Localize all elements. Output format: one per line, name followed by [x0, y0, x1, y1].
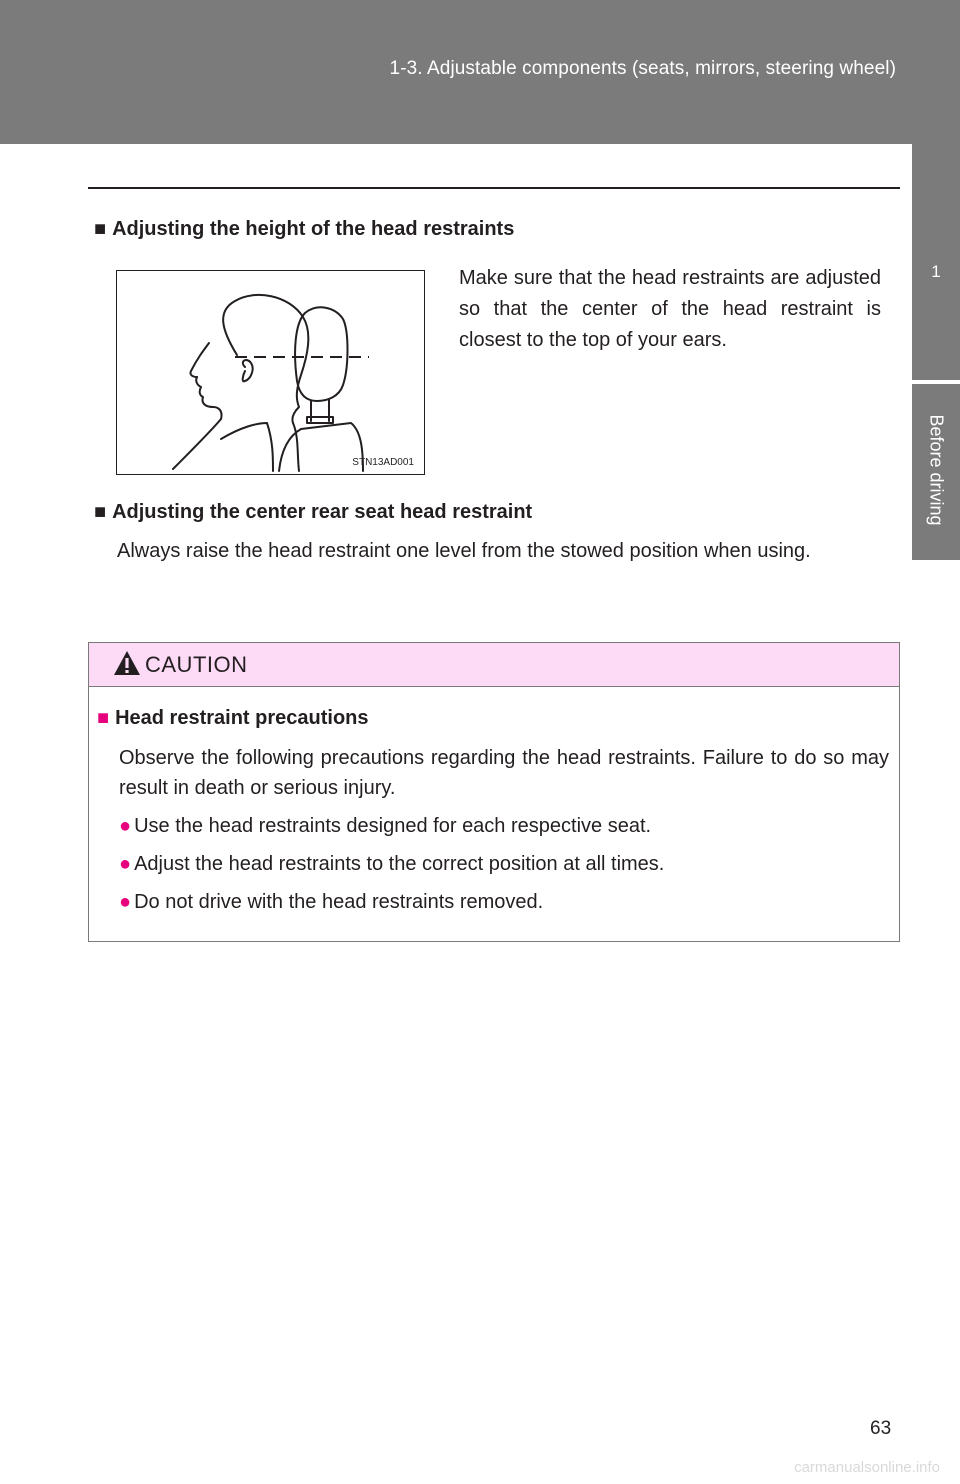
header-rule: [88, 187, 900, 189]
caution-list-item: [119, 815, 651, 838]
section-heading-height: [94, 218, 514, 241]
caution-list-item: [119, 891, 543, 914]
caution-header: [89, 643, 899, 687]
watermark: carmanualsonline.info: [794, 1459, 940, 1476]
caution-item-text: Use the head restraints designed for each respective seat.: [134, 815, 652, 837]
height-instructions: Make sure that the head restraints are adjusted so that the center of the head restraint is closest to the top of your ears.: [459, 267, 881, 351]
caution-item-text: Do not drive with the head restraints removed.: [134, 891, 544, 913]
page-number: 63: [870, 1418, 892, 1439]
heading-bullet: ■: [94, 218, 107, 240]
figure-code: STN13AD001: [352, 457, 414, 468]
caution-text: Observe the following precautions regarding the head restraints. Failure to do so may result in death or serious injury.: [119, 747, 889, 799]
caution-list-item: [119, 853, 664, 876]
caution-item-text: Adjust the head restraints to the correct position at all times.: [134, 853, 665, 875]
chapter-number: 1: [931, 262, 941, 281]
warning-triangle-icon: [113, 649, 141, 677]
caution-title: CAUTION: [145, 652, 248, 677]
heading-bullet: ■: [94, 501, 107, 523]
center-restraint-instructions: Always raise the head restraint one level from the stowed position when using.: [117, 540, 811, 562]
bullet-dot-icon: ●: [119, 891, 132, 913]
header-title: 1-3. Adjustable components (seats, mirrors, steering wheel): [389, 58, 896, 79]
head-profile-illustration: [117, 271, 424, 474]
caution-heading-bullet: ■: [97, 707, 110, 729]
section-heading-text: Adjusting the center rear seat head restraint: [112, 501, 533, 523]
caution-heading-text: Head restraint precautions: [115, 707, 369, 729]
caution-heading: [97, 707, 369, 730]
bullet-dot-icon: ●: [119, 853, 132, 875]
section-heading-text: Adjusting the height of the head restraints: [112, 218, 515, 240]
head-restraint-illustration: [116, 270, 425, 475]
section-heading-center: [94, 501, 532, 524]
chapter-label: Before driving: [926, 414, 947, 526]
page-header: [0, 0, 960, 144]
bullet-dot-icon: ●: [119, 815, 132, 837]
caution-box: [88, 642, 900, 942]
